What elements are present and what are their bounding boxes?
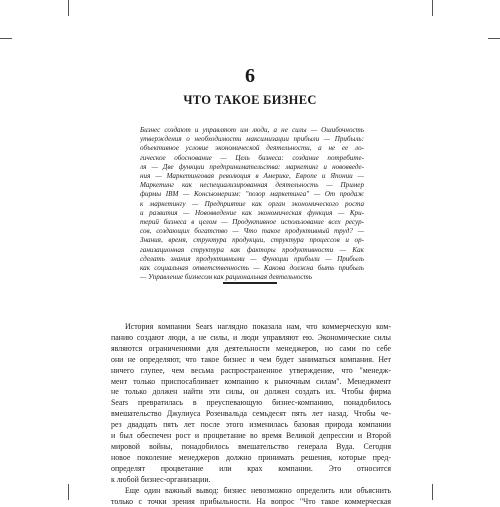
body-line: и был обеспечен рост и процветание во время Великой депрессии и Второй <box>111 431 391 442</box>
abstract-line: Знания, время, структура продукции, структура процессов и ор- <box>140 236 364 245</box>
chapter-title: ЧТО ТАКОЕ БИЗНЕС <box>0 93 500 108</box>
body-line: ничего глупее, чем весьма распространенное утверждение, что "менедж- <box>111 366 391 377</box>
abstract-line: Маркетинг как неспециализированная деятельность — Пример <box>140 181 364 190</box>
abstract-line: сделать знания продуктивными — Функции прибыли — Прибыль <box>140 255 364 264</box>
body-line: рез двадцать пять лет после этого изменилась базовая природа компании <box>111 420 391 431</box>
body-line: новое поколение менеджеров должно принимать решения, которые пред- <box>111 453 391 464</box>
body-line: не только должен найти эти силы, он должен создать их. Чтобы фирма <box>111 387 391 398</box>
body-line: они не определяют, что такое бизнес и чем будет заниматься компания. Нет <box>111 355 391 366</box>
body-line: являются ограничениями для деятельности менеджеров, но сами по себе <box>111 344 391 355</box>
abstract-line: ния — Маркетинговая революция в Америке, Европе и Японии — <box>140 172 364 181</box>
abstract-line: гическое обоснование — Цель бизнеса: создание потребите- <box>140 154 364 163</box>
abstract-line: как социальная ответственность — Какова должна быть прибыль <box>140 264 364 273</box>
abstract-line: ля — Две функции предпринимательства: маркетинг и нововведе- <box>140 163 364 172</box>
body-line: только с точки зрения прибыльности. На вопрос "Что такое коммерческая <box>111 497 391 507</box>
crop-mark-left-upper <box>0 38 12 39</box>
crop-mark-bottom-left <box>68 484 69 500</box>
body-line: Sears превратилась в преуспевающую бизнес-компанию, понадобилось <box>111 398 391 409</box>
body-line: мировой войны, понадобилось вмешательство генерала Вуда. Сегодня <box>111 442 391 453</box>
body-line: мент только приспосабливает компанию к рыночным силам". Менеджмент <box>111 377 391 388</box>
crop-mark-top-right <box>432 0 433 16</box>
abstract-line: объективное условие экономической деятельности, а не ее ло- <box>140 144 364 153</box>
crop-mark-right-upper <box>488 38 500 39</box>
abstract-line: фирмы IBM — Консьюмеризм: "позор маркетинга" — От продаж <box>140 190 364 199</box>
abstract-line: сов, создающих богатство — Что такое продуктивный труд? — <box>140 227 364 236</box>
chapter-abstract <box>140 126 364 282</box>
crop-mark-top-left <box>68 0 69 16</box>
body-text <box>111 322 391 507</box>
body-line: вмешательство Джулиуса Розенвальда семьдесят пять лет назад. Чтобы че- <box>111 409 391 420</box>
chapter-number: 6 <box>0 64 500 88</box>
crop-mark-bottom-right <box>432 484 433 500</box>
section-divider <box>223 282 277 284</box>
abstract-line: и развития — Нововведение как экономическая функция — Кри- <box>140 209 364 218</box>
body-line: определят процветание или крах компании. Это относится <box>111 464 391 475</box>
abstract-line: терий бизнеса в целом — Продуктивное использование всех ресур- <box>140 218 364 227</box>
abstract-line: — Управление бизнесом как рациональная деятельность <box>140 273 364 282</box>
abstract-line: к маркетингу — Предприятие как орган экономического роста <box>140 200 364 209</box>
body-line: История компании Sears наглядно показала нам, что коммерческую ком- <box>111 322 391 333</box>
abstract-line: Бизнес создают и управляют им люди, а не силы — Ошибочность <box>140 126 364 135</box>
body-line: к любой бизнес-организации. <box>111 475 391 486</box>
body-line: Еще один важный вывод: бизнес невозможно определить или объяснить <box>111 486 391 497</box>
abstract-line: ганизационная структура как факторы продуктивности — Как <box>140 246 364 255</box>
body-line: панию создают люди, а не силы, и люди управляют ею. Экономические силы <box>111 333 391 344</box>
abstract-line: утверждения о необходимости максимизации прибыли — Прибыль: <box>140 135 364 144</box>
